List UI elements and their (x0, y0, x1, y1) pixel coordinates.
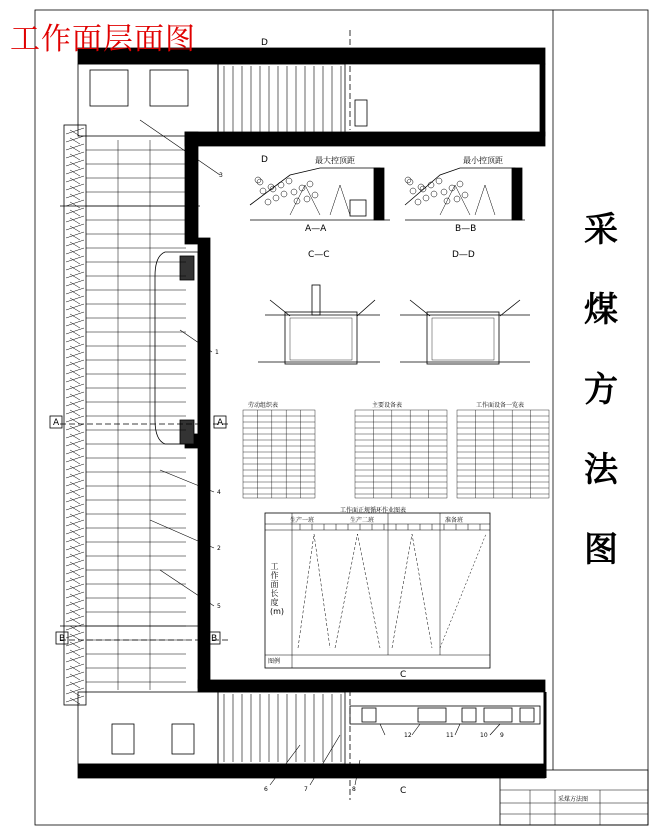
cycle-chart-title: 工作面正规循环作业图表 (340, 507, 407, 514)
shift-header-3: 准备班 (445, 517, 464, 524)
bottom-inner-wall (198, 680, 545, 692)
cycle-chart-frame (265, 513, 490, 668)
side-title-char: 图 (584, 530, 618, 570)
label-a-left: A (53, 418, 60, 428)
cycle-ylabel: 工作面长度(m) (270, 562, 285, 616)
label-d-mid: D (261, 155, 268, 165)
callout-2: 2 (217, 545, 221, 552)
shearer-drum-top (180, 256, 194, 280)
bottom-equip-1 (112, 724, 134, 754)
label-cc: C—C (308, 250, 330, 260)
section-view-dd (400, 300, 530, 364)
callout-6: 6 (264, 786, 268, 793)
side-title-char: 煤 (584, 290, 618, 330)
data-tables (243, 410, 549, 498)
bottom-equip-2 (172, 724, 194, 754)
label-c-bottom2: C (400, 786, 407, 796)
cycle-chart (265, 513, 490, 668)
label-a-right: A (217, 418, 224, 428)
shift-header-2: 生产二班 (350, 517, 375, 524)
callout-7: 7 (304, 786, 308, 793)
top-left-equip-2 (150, 70, 188, 106)
coal-rib (64, 125, 86, 705)
side-title (553, 210, 649, 610)
callout-8: 8 (352, 786, 356, 793)
bottom-support-lines (224, 694, 341, 762)
callout-4: 4 (217, 489, 221, 496)
top-right-stub (540, 64, 545, 136)
top-left-equip (90, 70, 128, 106)
label-aa: A—A (305, 224, 327, 234)
conveyor-belt (350, 706, 540, 724)
bottom-left-block (78, 692, 218, 764)
label-b-left: B (59, 634, 66, 644)
callout-1: 1 (215, 349, 219, 356)
callout-10: 10 (480, 732, 488, 739)
shift-header-1: 生产一班 (290, 517, 315, 524)
side-title-char: 方 (584, 370, 618, 410)
label-d-top: D (261, 38, 268, 48)
cycle-legend: 图例 (268, 658, 281, 665)
face-wall-upper (185, 132, 198, 244)
label-c-bottom: C (400, 670, 407, 680)
table2-title: 主要设备表 (372, 402, 403, 409)
section-view-bb (405, 168, 525, 220)
title-block-name: 采煤方法图 (558, 796, 589, 803)
top-support-lines (224, 66, 341, 134)
label-dd: D—D (452, 250, 475, 260)
bottom-roadway-wall (78, 764, 545, 778)
max-control-header: 最大控顶距 (315, 156, 355, 165)
top-right-box (355, 100, 367, 126)
bottom-supports (218, 692, 345, 764)
top-inner-wall (185, 132, 545, 146)
table3-title: 工作面设备一览表 (476, 402, 525, 409)
label-bb: B—B (455, 224, 477, 234)
conveyor-units (362, 708, 534, 722)
face-wall (198, 238, 210, 688)
top-supports (218, 64, 345, 136)
table1-title: 劳动组织表 (248, 402, 279, 409)
face-support-lines (86, 140, 186, 690)
callout-3: 3 (219, 172, 223, 179)
callout-11: 11 (446, 732, 454, 739)
side-title-char: 采 (584, 210, 618, 250)
shearer-outline (155, 252, 198, 444)
section-view-cc (258, 285, 380, 364)
min-control-header: 最小控顶距 (463, 156, 503, 165)
callout-5: 5 (217, 603, 221, 610)
drawing-title: 工作面层面图 (10, 22, 196, 57)
section-view-aa (250, 168, 390, 220)
side-title-char: 法 (584, 450, 618, 490)
callout-9: 9 (500, 732, 504, 739)
label-b-right: B (211, 634, 218, 644)
callout-12: 12 (404, 732, 412, 739)
